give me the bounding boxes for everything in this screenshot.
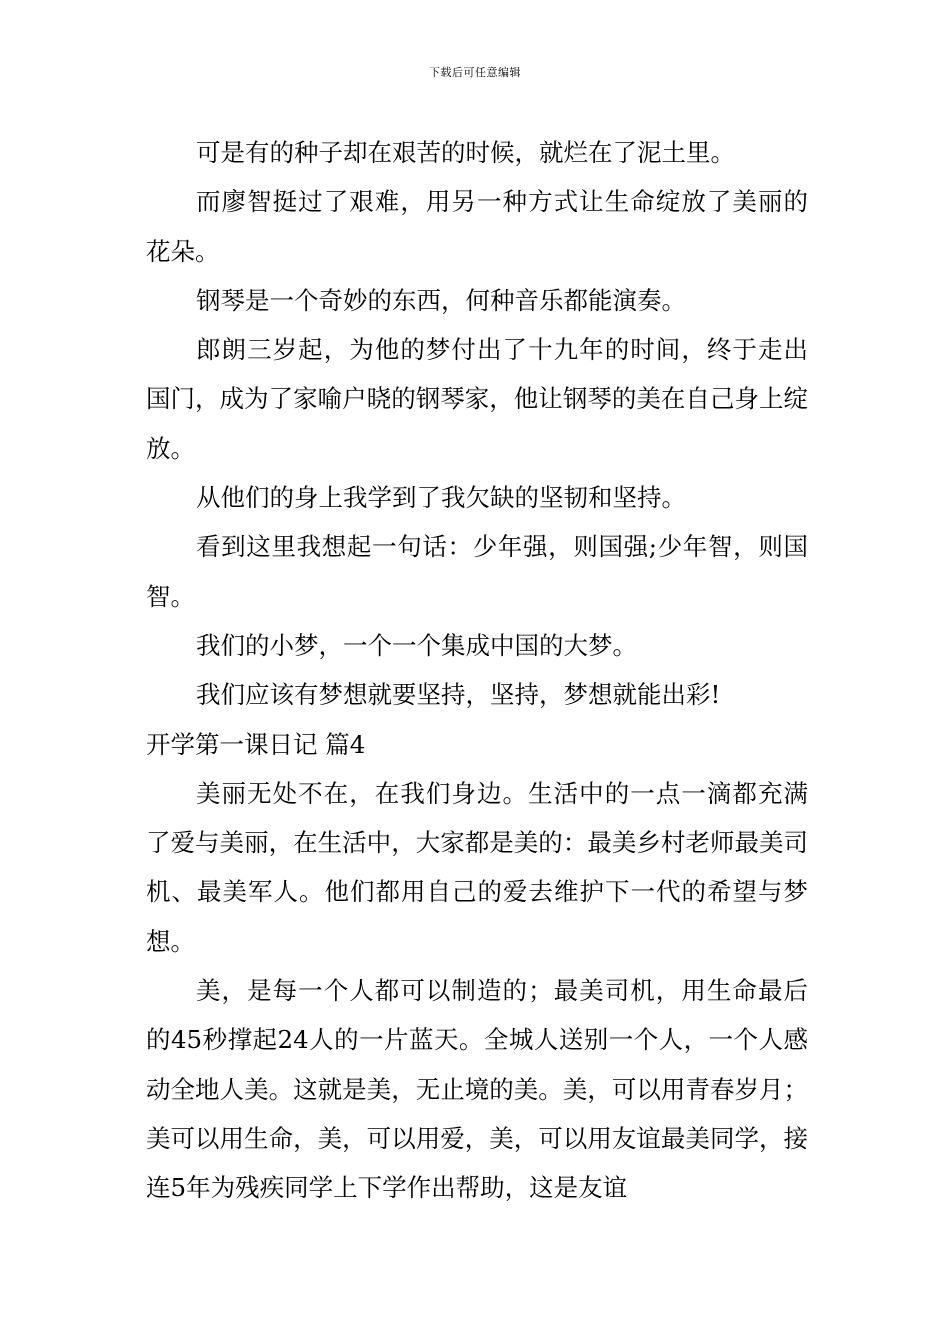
paragraph: 钢琴是一个奇妙的东西，何种音乐都能演奏。 [196, 285, 686, 315]
paragraph: 可是有的种子却在艰苦的时候，就烂在了泥土里。 [196, 138, 735, 167]
document-body [146, 128, 808, 1213]
paragraph: 而廖智挺过了艰难，用另一种方式让生命绽放了美丽的花朵。 [146, 187, 808, 266]
paragraph: 看到这里我想起一句话：少年强，则国强;少年智，则国智。 [146, 532, 808, 611]
paragraph: 美，是每一个人都可以制造的；最美司机，用生命最后的45秒撑起24人的一片蓝天。全城人送别一个人，一个人感动全地人美。这就是美，无止境的美。美，可以用青春岁月；美可以用生命，美，可以用爱，美，可以用友谊最美同学，接连5年为残疾同学上下学作出帮助，这是友谊 [146, 976, 808, 1203]
paragraph: 我们应该有梦想就要坚持，坚持，梦想就能出彩! [196, 680, 721, 710]
page-header: 下载后可任意编辑 [429, 66, 521, 79]
section-heading: 开学第一课日记 篇4 [146, 729, 366, 759]
paragraph: 我们的小梦，一个一个集成中国的大梦。 [196, 630, 637, 660]
paragraph: 郎朗三岁起，为他的梦付出了十九年的时间，终于走出国门，成为了家喻户晓的钢琴家，他让钢琴的美在自己身上绽放。 [146, 335, 808, 463]
paragraph: 美丽无处不在，在我们身边。生活中的一点一滴都充满了爱与美丽，在生活中，大家都是美的：最美乡村老师最美司机、最美军人。他们都用自己的爱去维护下一代的希望与梦想。 [146, 778, 808, 956]
paragraph: 从他们的身上我学到了我欠缺的坚韧和坚持。 [196, 483, 686, 513]
